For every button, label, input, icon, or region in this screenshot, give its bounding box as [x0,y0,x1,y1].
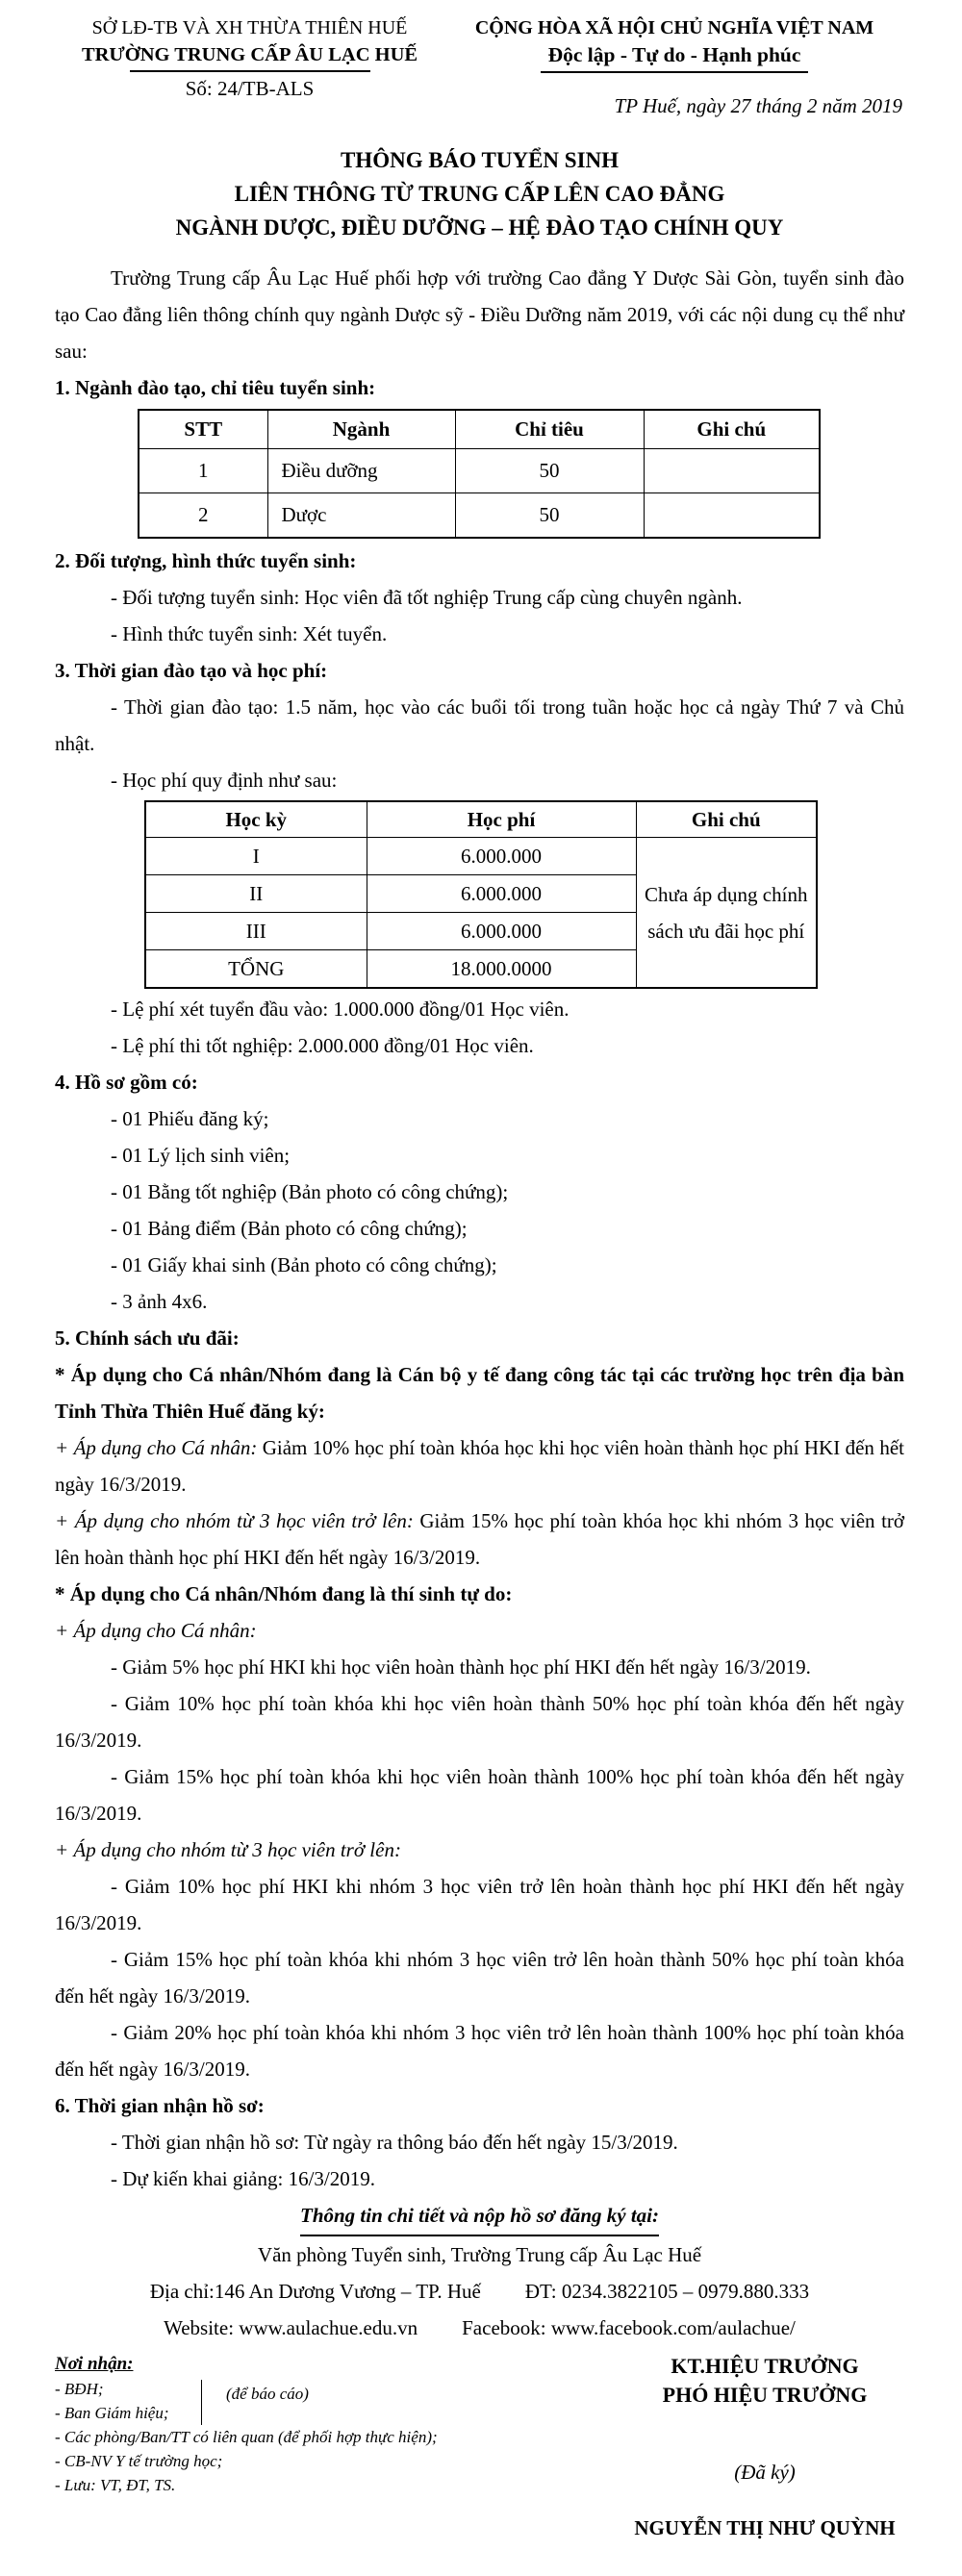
section5-heading: 5. Chính sách ưu đãi: [55,1326,240,1350]
contact-facebook: Facebook: www.facebook.com/aulachue/ [462,2316,796,2339]
policy-item-lead: + Áp dụng cho nhóm từ 3 học viên trở lên: [55,1509,414,1532]
signature-title-1: KT.HIỆU TRƯỞNG [671,2354,859,2378]
recipient-item: - Các phòng/Ban/TT có liên quan (để phối hợp thực hiện); [55,2428,438,2446]
policy-item: - Giảm 10% học phí HKI khi nhóm 3 học viên trở lên hoàn thành học phí HKI đến hết ngày 16/3/2019. [55,1875,904,1934]
signature-block [596,2352,933,2540]
fee-note-cell: Chưa áp dụng chính sách ưu đãi học phí [636,838,817,989]
title-line-1: THÔNG BÁO TUYỂN SINH [340,148,620,172]
table-cell-quota: 50 [455,449,644,493]
policy-item: - Giảm 10% học phí toàn khóa khi học viên hoàn thành 50% học phí toàn khóa đến hết ngày 16/3/2019. [55,1692,904,1752]
training-duration: - Thời gian đào tạo: 1.5 năm, học vào các buổi tối trong tuần hoặc học cả ngày Thứ 7 và Chủ nhật. [55,695,904,755]
table-header-cell: Học kỳ [145,801,367,838]
policy-item-lead: + Áp dụng cho Cá nhân: [55,1436,258,1459]
section6-heading: 6. Thời gian nhận hồ sơ: [55,2094,265,2117]
table-cell-quota: 50 [455,493,644,539]
table-cell-fee: 18.000.0000 [367,950,636,989]
list-item: - 01 Lý lịch sinh viên; [111,1144,291,1167]
table-cell-semester: II [145,875,367,913]
policy-item: - Giảm 5% học phí HKI khi học viên hoàn thành học phí HKI đến hết ngày 16/3/2019. [111,1655,811,1679]
list-item: - 01 Phiếu đăng ký; [111,1107,269,1130]
policy-item: - Giảm 15% học phí toàn khóa khi học viên hoàn thành 100% học phí toàn khóa đến hết ngày 16/3/2019. [55,1765,904,1825]
letterhead-right [444,15,904,118]
entry-fee: - Lệ phí xét tuyển đầu vào: 1.000.000 đồng/01 Học viên. [111,998,570,1021]
recipients-heading: Nơi nhận: [55,2354,134,2374]
section2-heading: 2. Đối tượng, hình thức tuyển sinh: [55,549,357,572]
recipient-item: - CB-NV Y tế trường học; [55,2452,223,2470]
recipient-item: - Ban Giám hiệu; [55,2404,169,2422]
department-name: SỞ LĐ-TB VÀ XH THỪA THIÊN HUẾ [91,17,408,38]
table-header-cell: Chỉ tiêu [455,410,644,449]
policy-group1-heading: * Áp dụng cho Cá nhân/Nhóm đang là Cán bộ y tế đang công tác tại các trường học trên địa bàn Tỉnh Thừa Thiên Huế đăng ký: [55,1363,904,1423]
table-cell-semester: I [145,838,367,875]
section4-heading: 4. Hồ sơ gồm có: [55,1071,198,1094]
contact-address: Địa chỉ:146 An Dương Vương – TP. Huế [149,2280,481,2303]
letterhead-left [55,15,444,118]
school-name-rule [130,70,370,72]
enrollment-quota-table [138,409,821,539]
list-item: - 3 ảnh 4x6. [111,1290,208,1313]
table-header-row [139,410,820,449]
school-name: TRƯỜNG TRUNG CẤP ÂU LẠC HUẾ [81,44,418,65]
policy-item: - Giảm 20% học phí toàn khóa khi nhóm 3 học viên trở lên hoàn thành 100% học phí toàn khóa đến hết ngày 16/3/2019. [55,2021,904,2081]
policy-subgroup-heading: + Áp dụng cho nhóm từ 3 học viên trở lên: [55,1838,401,1861]
recipients-divider-line [201,2380,202,2425]
table-cell-semester: III [145,913,367,950]
list-item: - Hình thức tuyển sinh: Xét tuyển. [111,622,388,645]
recipients-block [55,2352,596,2540]
table-header-row [145,801,817,838]
table-header-cell: STT [139,410,267,449]
list-item: - Thời gian nhận hồ sơ: Từ ngày ra thông báo đến hết ngày 15/3/2019. [111,2131,678,2154]
list-item: - Dự kiến khai giảng: 16/3/2019. [111,2167,376,2190]
recipient-item: - Lưu: VT, ĐT, TS. [55,2476,176,2494]
contact-address-row [55,2273,904,2310]
recipient-item: - BĐH; [55,2380,104,2398]
document-title [55,143,904,244]
document-number: Số: 24/TB-ALS [185,77,315,100]
report-note: (để báo cáo) [226,2385,309,2403]
policy-item-text: Giảm 10% học phí toàn khóa học khi học viên hoàn thành học phí HKI đến hết ngày 16/3/2019. [55,1436,904,1496]
section1-heading: 1. Ngành đào tạo, chỉ tiêu tuyển sinh: [55,376,376,399]
title-line-3: NGÀNH DƯỢC, ĐIỀU DƯỠNG – HỆ ĐÀO TẠO CHÍNH QUY [175,215,784,240]
table-cell-stt: 2 [139,493,267,539]
policy-item: - Giảm 15% học phí toàn khóa khi nhóm 3 học viên trở lên hoàn thành 50% học phí toàn khóa đến hết ngày 16/3/2019. [55,1948,904,2008]
list-item: - 01 Giấy khai sinh (Bản photo có công chứng); [111,1253,497,1276]
policy-group2-heading: * Áp dụng cho Cá nhân/Nhóm đang là thí sinh tự do: [55,1582,513,1605]
contact-office: Văn phòng Tuyển sinh, Trường Trung cấp Âu Lạc Huế [257,2243,702,2266]
document-footer [55,2352,904,2540]
contact-website: Website: www.aulachue.edu.vn [164,2316,418,2339]
table-row [145,838,817,875]
title-line-2: LIÊN THÔNG TỪ TRUNG CẤP LÊN CAO ĐẲNG [234,182,725,206]
tuition-fee-table [144,800,818,989]
contact-web-row [55,2310,904,2346]
country-name: CỘNG HÒA XÃ HỘI CHỦ NGHĨA VIỆT NAM [474,17,874,38]
list-item: - Đối tượng tuyển sinh: Học viên đã tốt nghiệp Trung cấp cùng chuyên ngành. [111,586,743,609]
table-row [139,449,820,493]
list-item: - 01 Bằng tốt nghiệp (Bản photo có công chứng); [111,1180,509,1203]
policy-item [55,1503,904,1576]
letterhead [55,15,904,118]
table-row [139,493,820,539]
signer-name: NGUYỄN THỊ NHƯ QUỲNH [634,2516,896,2539]
table-header-cell: Học phí [367,801,636,838]
contact-phone: ĐT: 0234.3822105 – 0979.880.333 [524,2280,810,2303]
policy-item-text: Giảm 15% học phí toàn khóa học khi nhóm 3 học viên trở lên hoàn thành học phí HKI đến hết ngày 16/3/2019. [55,1509,905,1569]
table-cell-fee: 6.000.000 [367,838,636,875]
contact-heading-row [55,2197,904,2236]
signature-title-2: PHÓ HIỆU TRƯỞNG [662,2383,868,2407]
section3-heading: 3. Thời gian đào tạo và học phí: [55,659,328,682]
table-cell-semester: TỔNG [145,950,367,989]
table-cell-stt: 1 [139,449,267,493]
table-cell-major: Điều dưỡng [267,449,455,493]
policy-item [55,1429,904,1503]
list-item: - 01 Bảng điểm (Bản photo có công chứng); [111,1217,468,1240]
table-cell-note [644,493,820,539]
table-header-cell: Ghi chú [636,801,817,838]
table-cell-fee: 6.000.000 [367,913,636,950]
table-cell-note [644,449,820,493]
policy-subgroup-heading: + Áp dụng cho Cá nhân: [55,1619,257,1642]
date-line: TP Huế, ngày 27 tháng 2 năm 2019 [614,94,902,117]
fee-intro: - Học phí quy định như sau: [111,769,338,792]
table-cell-major: Dược [267,493,455,539]
intro-paragraph: Trường Trung cấp Âu Lạc Huế phối hợp với trường Cao đẳng Y Dược Sài Gòn, tuyển sinh đào tạo Cao đẳng liên thông chính quy ngành Dược sỹ - Điều Dưỡng năm 2019, với các nội dung cụ thể như sau: [55,266,904,363]
graduation-fee: - Lệ phí thi tốt nghiệp: 2.000.000 đồng/01 Học viên. [111,1034,534,1057]
table-header-cell: Ghi chú [644,410,820,449]
contact-heading: Thông tin chi tiết và nộp hồ sơ đăng ký tại: [300,2197,659,2236]
national-motto: Độc lập - Tự do - Hạnh phúc [541,41,809,73]
table-cell-fee: 6.000.000 [367,875,636,913]
signed-note: (Đã ký) [734,2461,796,2484]
table-header-cell: Ngành [267,410,455,449]
